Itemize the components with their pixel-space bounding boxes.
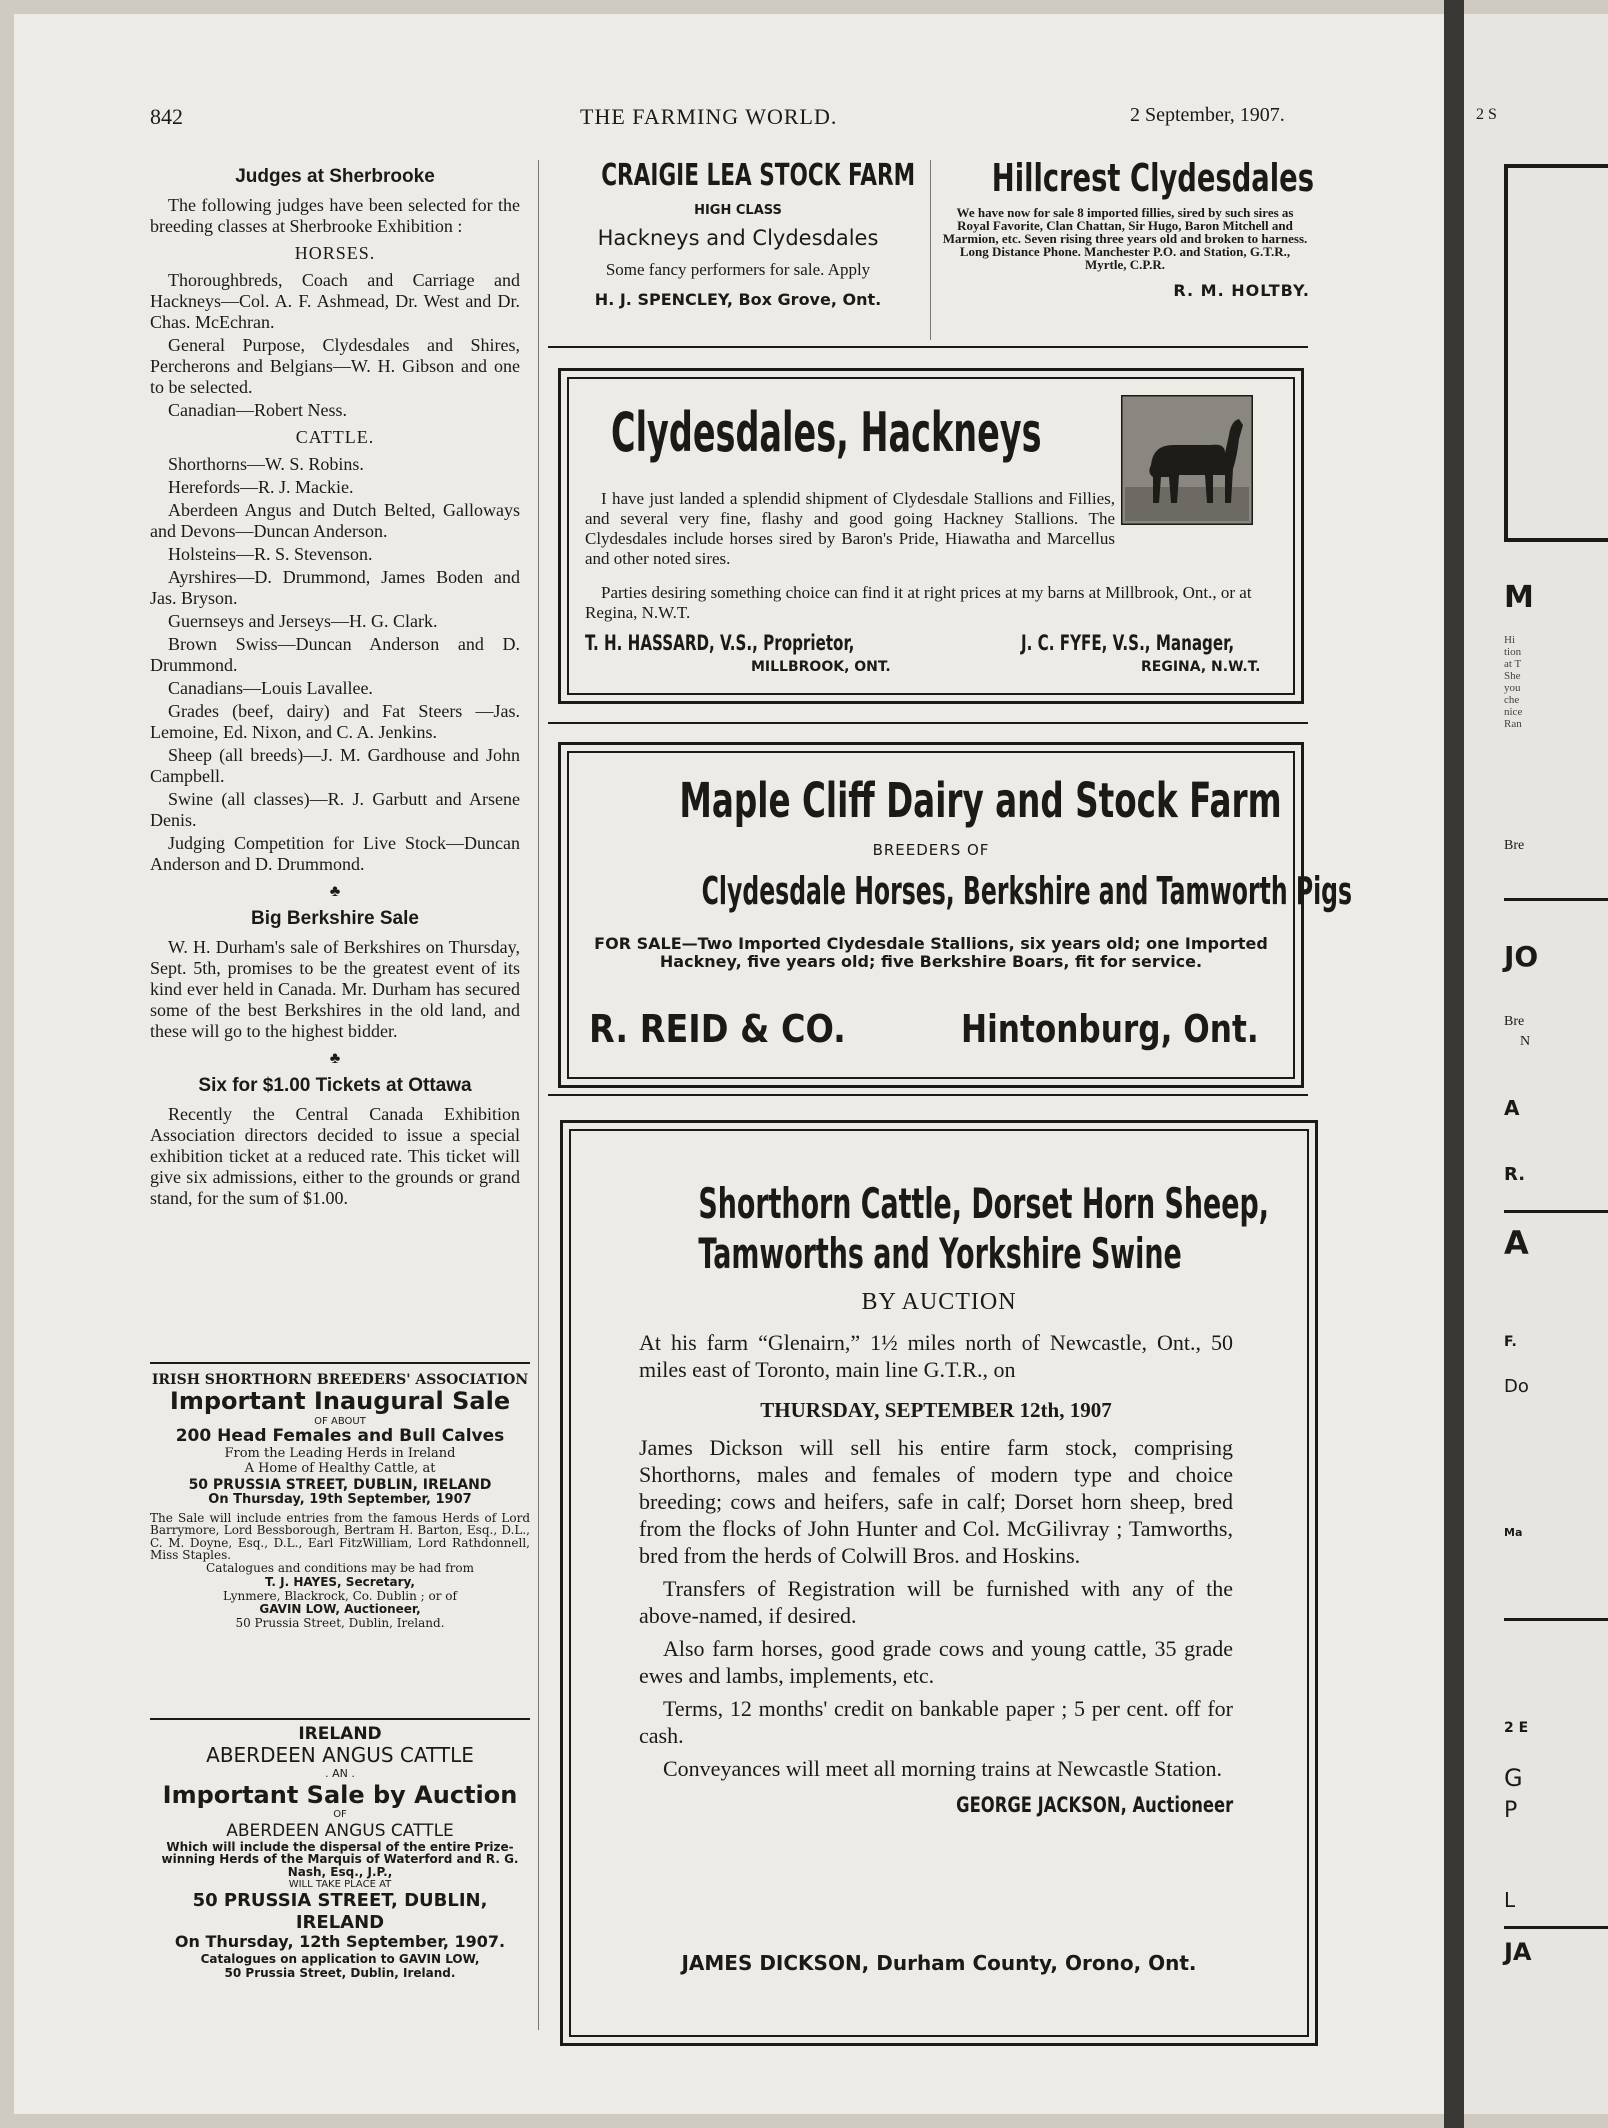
ad-line: Catalogues and conditions may be had from	[206, 1561, 474, 1576]
tickets-text: Recently the Central Canada Exhibition Association directors decided to issue a special exhibition ticket at a reduced rate. This ticket will give six admissions, either to the grounds or grand stand, for the sum of $1.00.	[150, 1104, 520, 1208]
auction-signature: JAMES DICKSON, Durham County, Orono, Ont.	[681, 1951, 1197, 1975]
ad-line: IRELAND	[298, 1724, 382, 1744]
ad-headline: Clydesdales, Hackneys	[611, 401, 1042, 464]
fragment-text: Do	[1504, 1376, 1529, 1397]
ad-line: 50 Prussia Street, Dublin, Ireland.	[224, 1965, 456, 1980]
fragment-text: JO	[1504, 940, 1539, 973]
book-spine	[1444, 0, 1464, 2128]
judge-entry: Sheep (all breeds)—J. M. Gardhouse and John Campbell.	[150, 745, 520, 786]
ad-line: On Thursday, 12th September, 1907.	[174, 1931, 506, 1951]
fragment-text: A	[1504, 1224, 1529, 1262]
ad-headline: Maple Cliff Dairy and Stock Farm	[679, 773, 1282, 829]
ad-text: Transfers of Registration will be furnished with any of the above-named, if desired.	[639, 1576, 1233, 1628]
judge-entry: Guernseys and Jerseys—H. G. Clark.	[168, 611, 438, 631]
ad-headline: Important Inaugural Sale	[169, 1387, 511, 1416]
fragment-text: A	[1504, 1096, 1520, 1120]
fragment-text: L	[1504, 1888, 1516, 1912]
adjacent-page-fragment	[1464, 14, 1608, 2114]
ad-line: WILL TAKE PLACE AT	[288, 1878, 392, 1890]
fragment-text: P	[1504, 1798, 1518, 1823]
horses-heading: HORSES.	[294, 243, 376, 263]
ad-line: OF	[333, 1808, 347, 1820]
ad-text: James Dickson will sell his entire farm stock, comprising Shorthorns, males and females of modern type and choice breeding; cows and heifers, safe in calf; Dorset horn sheep, bred from the flocks of John Hunter and Col. McGilivray ; Tamworths, bred from the herds of Colwill Bros. and Hoskins.	[639, 1435, 1233, 1568]
journal-title: THE FARMING WORLD.	[580, 104, 838, 129]
column-rule	[538, 160, 539, 2030]
auction-ad	[560, 1120, 1318, 2046]
craigie-lea-ad	[548, 158, 928, 309]
judges-intro: The following judges have been selected for the breeding classes at Sherbrooke Exhibition :	[150, 195, 520, 236]
ad-line: T. J. HAYES, Secretary,	[265, 1574, 415, 1589]
judge-entry: Grades (beef, dairy) and Fat Steers —Jas. Lemoine, Ed. Nixon, and C. A. Jenkins.	[150, 701, 520, 742]
ad-line: 50 Prussia Street, Dublin, Ireland.	[235, 1616, 445, 1631]
judge-entry: Ayrshires—D. Drummond, James Boden and Jas. Bryson.	[150, 567, 520, 608]
ad-line: H. J. SPENCLEY, Box Grove, Ont.	[594, 290, 882, 309]
ad-company: R. REID & CO.	[589, 1007, 846, 1051]
fragment-text: 2 E	[1504, 1720, 1529, 1736]
cattle-heading: CATTLE.	[295, 427, 375, 447]
judge-entry: Swine (all classes)—R. J. Garbutt and Arsene Denis.	[150, 789, 520, 830]
ad-headline: CRAIGIE LEA STOCK FARM	[601, 158, 916, 193]
fragment-text: N	[1520, 1034, 1531, 1049]
judge-entry: Canadians—Louis Lavallee.	[168, 678, 373, 698]
ad-headline: Important Sale by Auction	[162, 1780, 518, 1809]
judge-entry: Thoroughbreds, Coach and Carriage and Hackneys—Col. A. F. Ashmead, Dr. West and Dr. Chas. McEchran.	[150, 270, 520, 332]
ad-line: ABERDEEN ANGUS CATTLE	[206, 1743, 474, 1768]
ad-text: Parties desiring something choice can find it at right prices at my barns at Millbrook, Ont., or at Regina, N.W.T.	[585, 583, 1252, 622]
ad-headline: Tamworths and Yorkshire Swine	[698, 1229, 1182, 1278]
ad-text: FOR SALE—Two Imported Clydesdale Stallions, six years old; one Imported Hackney, five years old; five Berkshire Boars, fit for service.	[594, 934, 1268, 971]
ad-text: Terms, 12 months' credit on bankable paper ; 5 per cent. off for cash.	[639, 1696, 1233, 1748]
ad-line: Catalogues on application to GAVIN LOW,	[200, 1951, 480, 1966]
left-column	[150, 160, 520, 1211]
ad-line: HIGH CLASS	[694, 203, 782, 218]
ad-line: 50 PRUSSIA STREET, DUBLIN, IRELAND	[192, 1890, 488, 1933]
judge-entry: Holsteins—R. S. Stevenson.	[168, 544, 373, 564]
judge-entry: Canadian—Robert Ness.	[168, 400, 347, 420]
ad-text: At his farm “Glenairn,” 1½ miles north of Newcastle, Ont., 50 miles east of Toronto, main line G.T.R., on	[639, 1330, 1233, 1382]
ad-text: We have now for sale 8 imported fillies, sired by such sires as Royal Favorite, Clan Chattan, Sir Hugo, Baron Mitchell and Marmion, etc. Seven rising three years old and broken to harness. Long Distance Phone. Manchester P.O. and Station, G.T.R., Myrtle, C.P.R.	[942, 205, 1308, 272]
fragment-text: M	[1504, 580, 1534, 615]
ad-place: Hintonburg, Ont.	[961, 1007, 1259, 1051]
fragment-text: Ma	[1504, 1526, 1523, 1539]
fragment-text: Hi tion at T She you che nice Ran	[1504, 634, 1523, 730]
ad-line: A Home of Healthy Cattle, at	[244, 1460, 436, 1476]
maple-cliff-ad	[558, 742, 1353, 1088]
ad-headline: Hillcrest Clydesdales	[991, 156, 1314, 200]
irish-shorthorn-ad	[150, 1372, 530, 1631]
ad-line: . AN .	[325, 1766, 355, 1780]
fragment-text: Bre	[1504, 1014, 1525, 1029]
fragment-text: Bre	[1504, 838, 1525, 853]
ad-signature: R. M. HOLTBY.	[1173, 281, 1310, 300]
aberdeen-angus-ad	[150, 1724, 530, 1980]
ad-line: GAVIN LOW, Auctioneer,	[259, 1602, 421, 1617]
ad-line: Lynmere, Blackrock, Co. Dublin ; or of	[223, 1588, 457, 1603]
ad-line: The Sale will include entries from the famous Herds of Lord Barrymore, Lord Bessborough, Bertram H. Barton, Esq., D.L., C. M. Doyne, Esq., D.L., Earl FitzWilliam, Lord Rathdonnell, Miss Staples.	[150, 1510, 530, 1563]
clydesdales-hackneys-ad	[558, 368, 1304, 704]
ad-line: From the Leading Herds in Ireland	[224, 1445, 456, 1461]
fragment-text: G	[1504, 1764, 1523, 1792]
judge-entry: Judging Competition for Live Stock—Duncan Anderson and D. Drummond.	[150, 833, 520, 874]
fragment-text: F.	[1504, 1334, 1517, 1350]
tickets-heading: Six for $1.00 Tickets at Ottawa	[198, 1075, 472, 1096]
berkshire-heading: Big Berkshire Sale	[251, 908, 419, 929]
fragment-text: JA	[1504, 1938, 1532, 1966]
manager-name: J. C. FYFE, V.S., Manager,	[1021, 631, 1235, 655]
judge-entry: Aberdeen Angus and Dutch Belted, Galloways and Devons—Duncan Anderson.	[150, 500, 520, 541]
ad-line: OF ABOUT	[314, 1415, 366, 1427]
ad-line: IRISH SHORTHORN BREEDERS' ASSOCIATION	[151, 1372, 529, 1388]
issue-date: 2 September, 1907.	[1130, 104, 1285, 126]
ad-headline: Shorthorn Cattle, Dorset Horn Sheep,	[698, 1179, 1269, 1228]
proprietor-name: T. H. HASSARD, V.S., Proprietor,	[585, 631, 855, 655]
auctioneer-name: GEORGE JACKSON, Auctioneer	[955, 1793, 1233, 1817]
hillcrest-ad	[940, 156, 1314, 300]
ad-line: On Thursday, 19th September, 1907	[208, 1491, 472, 1507]
fragment-box	[1504, 164, 1608, 542]
judge-entry: General Purpose, Clydesdales and Shires, Percherons and Belgians—W. H. Gibson and one to be selected.	[150, 335, 520, 397]
ad-line: ABERDEEN ANGUS CATTLE	[226, 1820, 454, 1841]
berkshire-text: W. H. Durham's sale of Berkshires on Thursday, Sept. 5th, promises to be the greatest event of its kind ever held in Canada. Mr. Durham has secured some of the best Berkshires in the old land, and these will go to the highest bidder.	[150, 937, 520, 1041]
ornament-icon: ♣	[329, 883, 341, 900]
judge-entry: Brown Swiss—Duncan Anderson and D. Drummond.	[150, 634, 520, 675]
manager-place: REGINA, N.W.T.	[1141, 659, 1261, 675]
divider	[150, 1362, 530, 1364]
ad-text: Also farm horses, good grade cows and young cattle, 35 grade ewes and lambs, implements, etc.	[639, 1636, 1233, 1688]
ornament-icon: ♣	[329, 1050, 341, 1067]
horse-photo-icon	[1121, 395, 1253, 525]
ad-subheading: BY AUCTION	[861, 1289, 1017, 1315]
proprietor-place: MILLBROOK, ONT.	[751, 659, 891, 675]
fragment-text: R.	[1504, 1164, 1526, 1185]
page-number: 842	[150, 104, 183, 129]
divider	[548, 1094, 1308, 1096]
ad-line: 50 PRUSSIA STREET, DUBLIN, IRELAND	[188, 1476, 492, 1493]
ad-text: Conveyances will meet all morning trains at Newcastle Station.	[663, 1756, 1223, 1781]
auction-body	[639, 1329, 1233, 1819]
column-rule	[930, 160, 931, 340]
ad-text: I have just landed a splendid shipment of Clydesdale Stallions and Fillies, and several very fine, flashy and good going Hackney Stallions. The Clydesdales include horses sired by Baron's Pride, Hiawatha and Marcellus and other noted sires.	[585, 489, 1115, 568]
judges-heading: Judges at Sherbrooke	[235, 166, 435, 187]
ad-subheading: Clydesdale Horses, Berkshire and Tamworth Pigs	[701, 869, 1353, 913]
divider	[548, 346, 1308, 348]
ad-line: Hackneys and Clydesdales	[597, 226, 879, 250]
ad-line: 200 Head Females and Bull Calves	[175, 1426, 505, 1447]
auction-date: THURSDAY, SEPTEMBER 12th, 1907	[760, 1398, 1112, 1422]
divider	[548, 722, 1308, 724]
ad-line: BREEDERS OF	[872, 841, 990, 859]
divider	[150, 1718, 530, 1720]
ad-line: Some fancy performers for sale. Apply	[605, 260, 871, 279]
judge-entry: Herefords—R. J. Mackie.	[168, 477, 354, 497]
fragment-text: 2 S	[1476, 106, 1497, 123]
judge-entry: Shorthorns—W. S. Robins.	[168, 454, 364, 474]
ad-line: Which will include the dispersal of the entire Prize-winning Herds of the Marquis of Waterford and R. G. Nash, Esq., J.P.,	[161, 1839, 519, 1879]
